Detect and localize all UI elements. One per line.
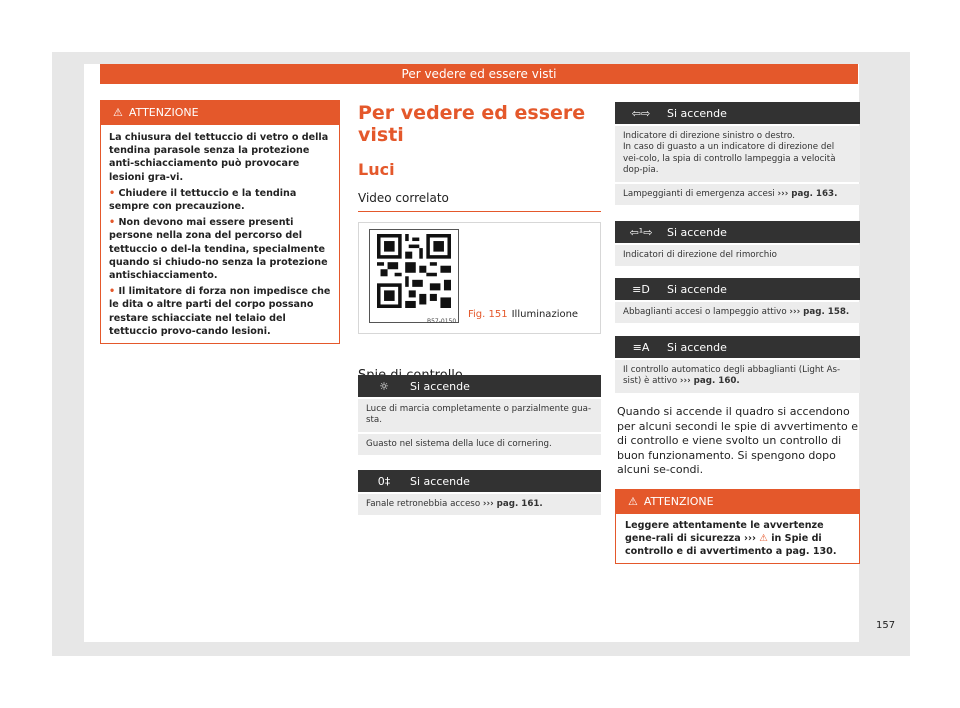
table-header-label: Si accende bbox=[410, 474, 470, 488]
table-header-label: Si accende bbox=[667, 225, 727, 239]
table-header bbox=[615, 278, 860, 300]
warning-header bbox=[616, 490, 859, 514]
table-header-label: Si accende bbox=[667, 106, 727, 120]
header-band: Per vedere ed essere visti bbox=[100, 64, 858, 84]
warning-header bbox=[101, 101, 339, 125]
table-header-label: Si accende bbox=[667, 340, 727, 354]
figure-id: B57-0150 bbox=[427, 318, 457, 325]
page-ref-link[interactable]: ››› pag. 161. bbox=[482, 499, 543, 509]
table-header-label: Si accende bbox=[667, 282, 727, 296]
warning-body bbox=[616, 514, 859, 563]
figure-number: Fig. 151 bbox=[468, 309, 508, 320]
video-heading: Video correlato bbox=[358, 191, 601, 212]
warning-item-text: Non devono mai essere presenti persone nella zona del percorso del tettuccio o del-la tendina, specialmente quando si chiudo-no senza la protezione antischiacciamento. bbox=[109, 217, 328, 282]
row-text: Abbaglianti accesi o lampeggio attivo bbox=[623, 307, 790, 317]
page-ref-link[interactable]: ››› pag. 160. bbox=[679, 376, 740, 387]
warning-label: ATTENZIONE bbox=[643, 495, 714, 508]
table-header bbox=[358, 470, 601, 492]
qr-code-icon bbox=[377, 234, 451, 308]
light-assist-icon: ≡A bbox=[632, 340, 650, 354]
table-row bbox=[615, 302, 860, 323]
warning-item bbox=[109, 216, 331, 282]
indicator-table bbox=[615, 221, 860, 266]
section-subtitle: Luci bbox=[358, 160, 395, 179]
table-row: Luce di marcia completamente o parzialmente gua-sta. bbox=[358, 399, 601, 432]
table-row bbox=[358, 494, 601, 515]
warning-inline-icon: ⚠ bbox=[759, 533, 768, 544]
qr-code[interactable] bbox=[369, 229, 459, 323]
page-ref-link[interactable]: ››› pag. 158. bbox=[789, 307, 850, 317]
warning-item-text: Il limitatore di forza non impedisce che le dita o altre parti del corpo possano restare schiacciate nel telaio del tettuccio provo-cando lesioni. bbox=[109, 286, 331, 337]
table-header bbox=[615, 336, 860, 358]
row-text: Lampeggianti di emergenza accesi bbox=[623, 188, 778, 199]
warning-item-text: Chiudere il tettuccio e la tendina sempre con precauzione. bbox=[109, 187, 297, 213]
table-header-label: Si accende bbox=[410, 379, 470, 393]
table-row: Indicatore di direzione sinistro o destro. In caso di guasto a un indicatore di direzione del vei-colo, la spia di controllo lampeggia a velocità dop-pia. bbox=[615, 126, 860, 182]
bullet-icon: • bbox=[109, 187, 119, 199]
table-row bbox=[615, 360, 860, 393]
table-header bbox=[358, 375, 601, 397]
indicator-table bbox=[615, 102, 860, 205]
table-row bbox=[615, 184, 860, 205]
indicator-table bbox=[358, 470, 601, 515]
high-beam-icon: ≡D bbox=[632, 282, 650, 296]
warning-label: ATTENZIONE bbox=[128, 106, 199, 119]
turn-signal-icon: ⇦⇨ bbox=[631, 106, 651, 120]
table-header bbox=[615, 221, 860, 243]
indicator-table bbox=[358, 375, 601, 455]
trailer-turn-icon: ⇦¹⇨ bbox=[629, 225, 653, 239]
warning-triangle-icon: ⚠ bbox=[113, 106, 123, 119]
section-title: Per vedere ed essere visti bbox=[358, 102, 586, 146]
warning-box-right bbox=[615, 489, 860, 564]
figure-box bbox=[358, 222, 601, 334]
figure-caption-text: Illuminazione bbox=[511, 309, 579, 320]
sun-icon: ☼ bbox=[379, 379, 389, 393]
middle-column bbox=[358, 100, 601, 394]
indicator-table bbox=[615, 278, 860, 323]
warning-item bbox=[109, 285, 331, 338]
figure-caption bbox=[468, 309, 578, 320]
warning-text: Leggere attentamente le avvertenze gene-rali di sicurezza ››› bbox=[625, 520, 824, 544]
warning-link[interactable]: in Spie di controllo e di avvertimento a pag. 130. bbox=[625, 533, 837, 557]
row-text: Il controllo automatico degli abbaglianti (Light As-sist) è attivo bbox=[623, 365, 841, 387]
table-row: Indicatori di direzione del rimorchio bbox=[615, 245, 860, 266]
bullet-icon: • bbox=[109, 286, 119, 298]
table-header bbox=[615, 102, 860, 124]
table-row: Guasto nel sistema della luce di cornering. bbox=[358, 434, 601, 455]
page-ref-link[interactable]: ››› pag. 163. bbox=[777, 188, 838, 199]
indicator-table bbox=[615, 336, 860, 393]
warning-box-left bbox=[100, 100, 340, 344]
page-number: 157 bbox=[876, 620, 896, 631]
rear-fog-icon: 0‡ bbox=[377, 474, 391, 488]
warning-item bbox=[109, 187, 331, 213]
body-paragraph: Quando si accende il quadro si accendono per alcuni secondi le spie di avvertimento e di controllo e viene svolto un controllo di buon funzionamento. Si spengono dopo alcuni se-condi. bbox=[617, 405, 858, 477]
warning-body bbox=[101, 125, 339, 338]
row-text: Fanale retronebbia acceso bbox=[366, 499, 483, 509]
warning-triangle-icon: ⚠ bbox=[628, 495, 638, 508]
warning-intro: La chiusura del tettuccio di vetro o della tendina parasole senza la protezione anti-schiacciamento può provocare lesioni gra-vi. bbox=[109, 132, 329, 183]
bullet-icon: • bbox=[109, 217, 119, 229]
